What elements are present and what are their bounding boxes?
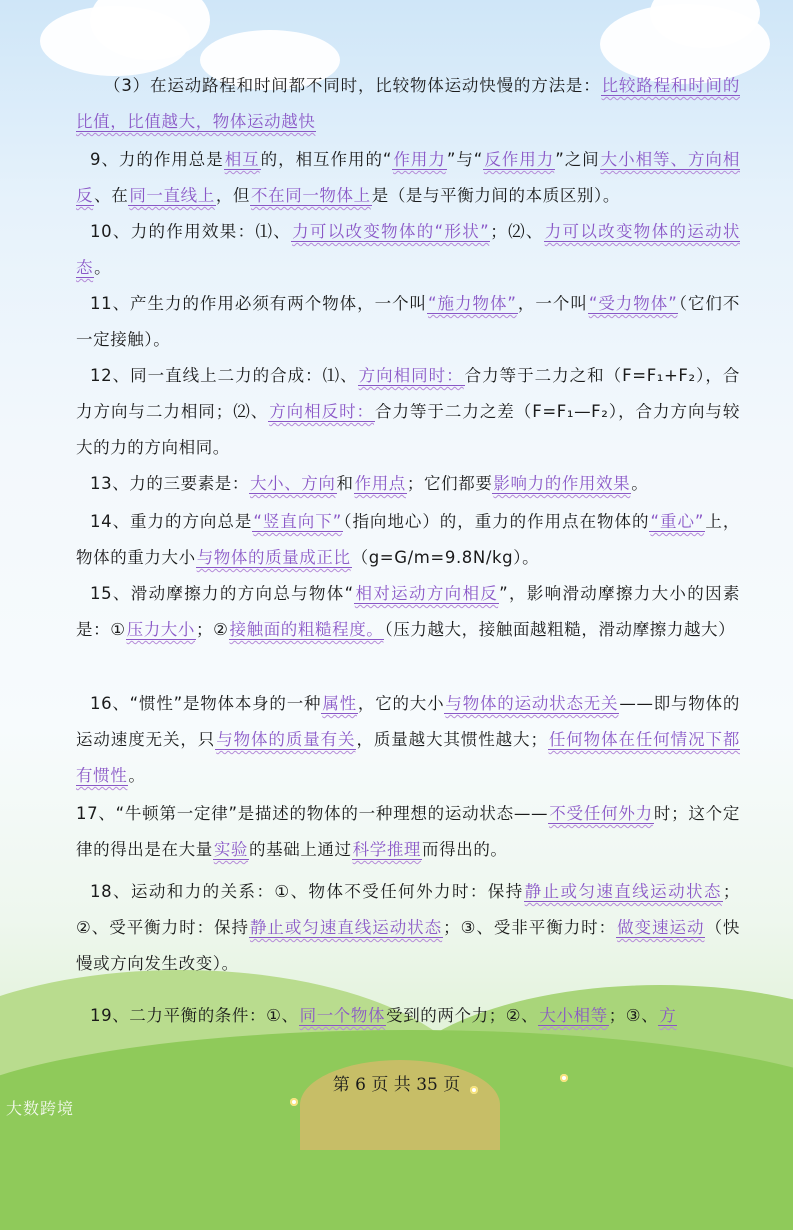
body-text: （g=G/m=9.8N/kg）。 [351,548,540,567]
highlighted-answer-text: 属性 [322,694,357,713]
highlighted-answer-text: 任何物体在任何情况下都有惯性 [76,730,740,785]
paragraph-item-15 [76,576,740,648]
highlighted-answer-text: 与物体的运动状态无关 [445,694,619,713]
body-text: ”之间 [555,150,600,169]
highlighted-answer-text: 静止或匀速直线运动状态 [524,882,722,901]
body-text: ；②、受平衡力时：保持 [76,882,740,937]
highlighted-answer-text: 与物体的质量成正比 [196,548,351,567]
highlighted-answer-text: 影响力的作用效果 [493,474,631,493]
paragraph-item-13 [76,466,740,502]
body-text: ；⑵、 [490,222,544,241]
body-text: （它们不一定接触）。 [76,294,740,349]
body-text: ，质量越大其惯性越大； [356,730,548,749]
highlighted-answer-text: 科学推理 [352,840,422,859]
body-text: 上，物体的重力大小 [76,512,741,567]
paragraph-item-3 [76,68,740,140]
highlighted-answer-text: “竖直向下” [253,512,342,531]
highlighted-answer-text: 作用力 [393,150,446,169]
body-text: 合力等于二力之差（F=F₁—F₂），合力方向与较大的力的方向相同。 [76,402,740,457]
body-text: 是（是与平衡力间的本质区别）。 [371,186,620,205]
highlighted-answer-text: 相对运动方向相反 [354,584,499,603]
body-text: 18、运动和力的关系：①、物体不受任何外力时：保持 [90,882,524,901]
body-text: 和 [336,474,354,493]
highlighted-answer-text: 反作用力 [483,150,555,169]
body-text: ；③、受非平衡力时： [443,918,617,937]
body-text: ；它们都要 [406,474,493,493]
body-text: （3）在运动路程和时间都不同时，比较物体运动快慢的方法是： [104,76,601,95]
body-text: 11、产生力的作用必须有两个物体，一个叫 [90,294,428,313]
highlighted-answer-text: 同一个物体 [299,1006,386,1025]
body-text: ，但 [215,186,251,205]
highlighted-answer-text: 大小相等、方向相反 [76,150,740,205]
paragraph-item-10 [76,214,740,286]
paragraph-item-16 [76,686,740,794]
body-text: ——即与物体的运动速度无关，只 [76,694,741,749]
body-text: ；② [196,620,229,639]
body-text: 。 [128,766,146,785]
highlighted-answer-text: 不受任何外力 [549,804,653,823]
highlighted-answer-text: 相互 [224,150,260,169]
highlighted-answer-text: 比较路程和时间的比值，比值越大，物体运动越快 [76,76,740,131]
paragraph-item-12 [76,358,740,466]
body-text: 13、力的三要素是： [90,474,249,493]
highlighted-answer-text: 静止或匀速直线运动状态 [249,918,443,937]
body-text: 9、力的作用总是 [90,150,224,169]
highlighted-answer-text: 力可以改变物体的运动状态 [76,222,740,277]
body-text: 19、二力平衡的条件：①、 [90,1006,299,1025]
highlighted-answer-text: “施力物体” [428,294,517,313]
body-text: 14、重力的方向总是 [90,512,253,531]
highlighted-answer-text: 做变速运动 [617,918,705,937]
highlighted-answer-text: “重心” [650,512,705,531]
paragraph-item-9 [76,142,740,214]
highlighted-answer-text: 大小、方向 [250,474,336,493]
body-text: ，它的大小 [357,694,445,713]
highlighted-answer-text: 方 [659,1006,677,1025]
highlighted-answer-text: 力可以改变物体的“形状” [292,222,490,241]
paragraph-item-18 [76,874,740,982]
highlighted-answer-text: 实验 [213,840,249,859]
highlighted-answer-text: 方向相反时： [269,402,375,421]
body-text: ，一个叫 [517,294,588,313]
body-text: 受到的两个力；②、 [386,1006,539,1025]
body-text: （指向地心）的，重力的作用点在物体的 [342,512,650,531]
paragraph-item-11 [76,286,740,358]
highlighted-answer-text: 方向相同时： [358,366,464,385]
highlighted-answer-text: 同一直线上 [129,186,215,205]
body-text: 12、同一直线上二力的合成：⑴、 [90,366,358,385]
body-text: 的，相互作用的“ [260,150,393,169]
body-text: ”，影响滑动摩擦力大小的因素是：① [76,584,740,639]
body-text: 15、滑动摩擦力的方向总与物体“ [90,584,354,603]
highlighted-answer-text: 接触面的粗糙程度。 [229,620,384,639]
body-text: （快慢或方向发生改变）。 [76,918,741,973]
body-text: 时；这个定律的得出是在大量 [76,804,740,859]
body-text: （压力越大，接触面越粗糙，滑动摩擦力越大） [384,620,736,639]
body-text: 合力等于二力之和（F=F₁+F₂），合力方向与二力相同；⑵、 [76,366,740,421]
highlighted-answer-text: 与物体的质量有关 [216,730,356,749]
body-text: ；③、 [608,1006,659,1025]
body-text: 。 [631,474,649,493]
page-number-footer: 第 6 页 共 35 页 [332,1075,461,1095]
paragraph-item-19 [76,998,740,1034]
body-text: 10、力的作用效果：⑴、 [90,222,292,241]
highlighted-answer-text: “受力物体” [588,294,678,313]
body-text: 17、“牛顿第一定律”是描述的物体的一种理想的运动状态—— [76,804,549,823]
paragraph-item-14 [76,504,740,576]
body-text: 的基础上通过 [249,840,352,859]
body-text: ”与“ [446,150,483,169]
body-text: 16、“惯性”是物体本身的一种 [90,694,322,713]
paragraph-item-17 [76,796,740,868]
body-text: 。 [94,258,112,277]
highlighted-answer-text: 不在同一物体上 [251,186,371,205]
watermark-logo: 大数跨境 [6,1099,75,1118]
highlighted-answer-text: 作用点 [354,474,406,493]
highlighted-answer-text: 压力大小 [126,620,195,639]
highlighted-answer-text: 大小相等 [539,1006,608,1025]
body-text: 而得出的。 [422,840,508,859]
body-text: 、在 [94,186,129,205]
